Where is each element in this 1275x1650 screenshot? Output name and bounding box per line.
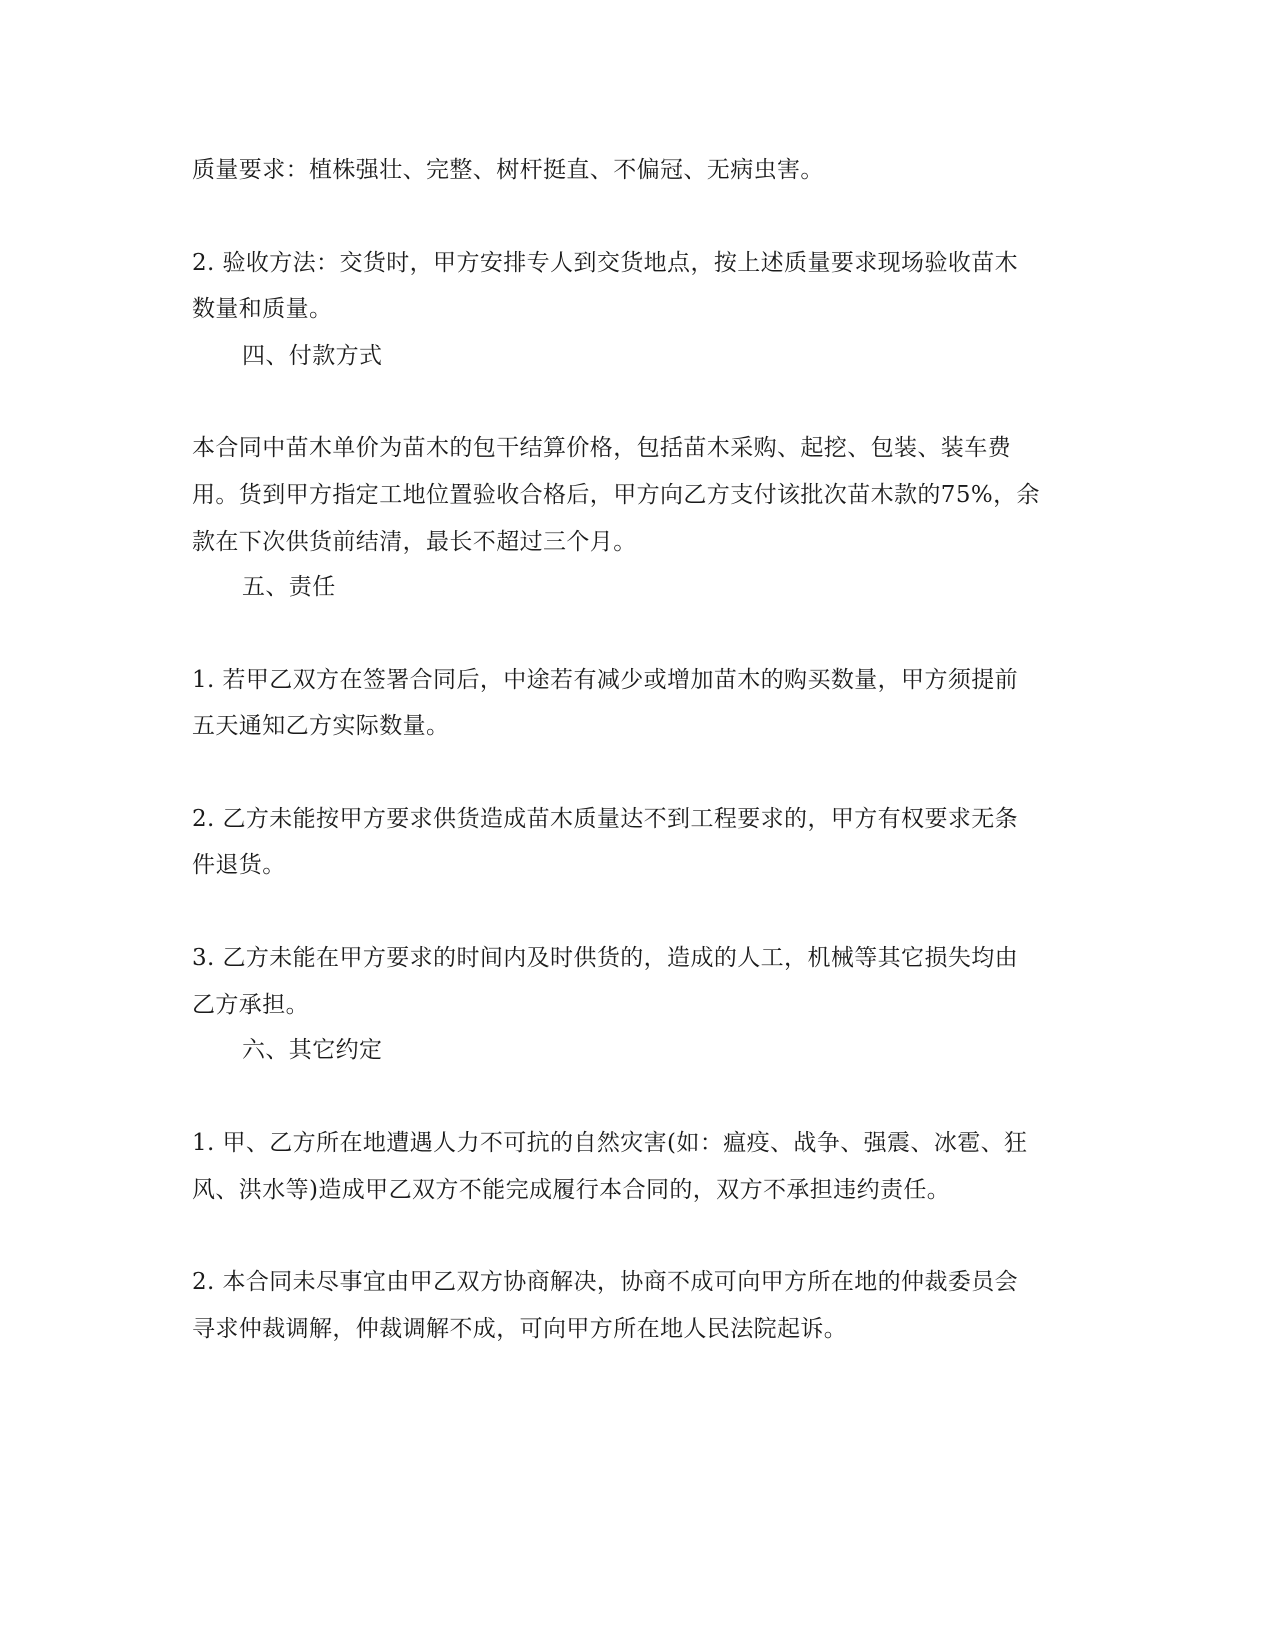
payment-paragraph-line-3: 款在下次供货前结清，最长不超过三个月。	[192, 529, 637, 555]
liability-item-1-line-1: 1. 若甲乙双方在签署合同后，中途若有减少或增加苗木的购买数量，甲方须提前	[192, 667, 1019, 693]
liability-item-2-line-1: 2. 乙方未能按甲方要求供货造成苗木质量达不到工程要求的，甲方有权要求无条	[192, 806, 1019, 832]
quality-requirement-text: 质量要求：植株强壮、完整、树杆挺直、不偏冠、无病虫害。	[192, 157, 824, 183]
section-4-heading: 四、付款方式	[242, 343, 383, 369]
liability-item-2-line-2: 件退货。	[192, 852, 286, 878]
other-item-2-line-1: 2. 本合同未尽事宜由甲乙双方协商解决，协商不成可向甲方所在地的仲裁委员会	[192, 1269, 1019, 1295]
acceptance-method-line-2: 数量和质量。	[192, 296, 333, 322]
liability-item-1-line-2: 五天通知乙方实际数量。	[192, 713, 450, 739]
section-5-heading: 五、责任	[242, 574, 336, 600]
other-item-1-line-2: 风、洪水等)造成甲乙双方不能完成履行本合同的，双方不承担违约责任。	[192, 1177, 951, 1203]
acceptance-method-line-1: 2. 验收方法：交货时，甲方安排专人到交货地点，按上述质量要求现场验收苗木	[192, 250, 1019, 276]
payment-paragraph-line-1: 本合同中苗木单价为苗木的包干结算价格，包括苗木采购、起挖、包装、装车费	[192, 435, 1011, 461]
other-item-1-line-1: 1. 甲、乙方所在地遭遇人力不可抗的自然灾害(如：瘟疫、战争、强震、冰雹、狂	[192, 1130, 1028, 1156]
liability-item-3-line-1: 3. 乙方未能在甲方要求的时间内及时供货的，造成的人工，机械等其它损失均由	[192, 945, 1019, 971]
section-6-heading: 六、其它约定	[242, 1037, 383, 1063]
liability-item-3-line-2: 乙方承担。	[192, 992, 309, 1018]
other-item-2-line-2: 寻求仲裁调解，仲裁调解不成，可向甲方所在地人民法院起诉。	[192, 1316, 848, 1342]
payment-paragraph-line-2: 用。货到甲方指定工地位置验收合格后，甲方向乙方支付该批次苗木款的75%，余	[192, 482, 1040, 508]
